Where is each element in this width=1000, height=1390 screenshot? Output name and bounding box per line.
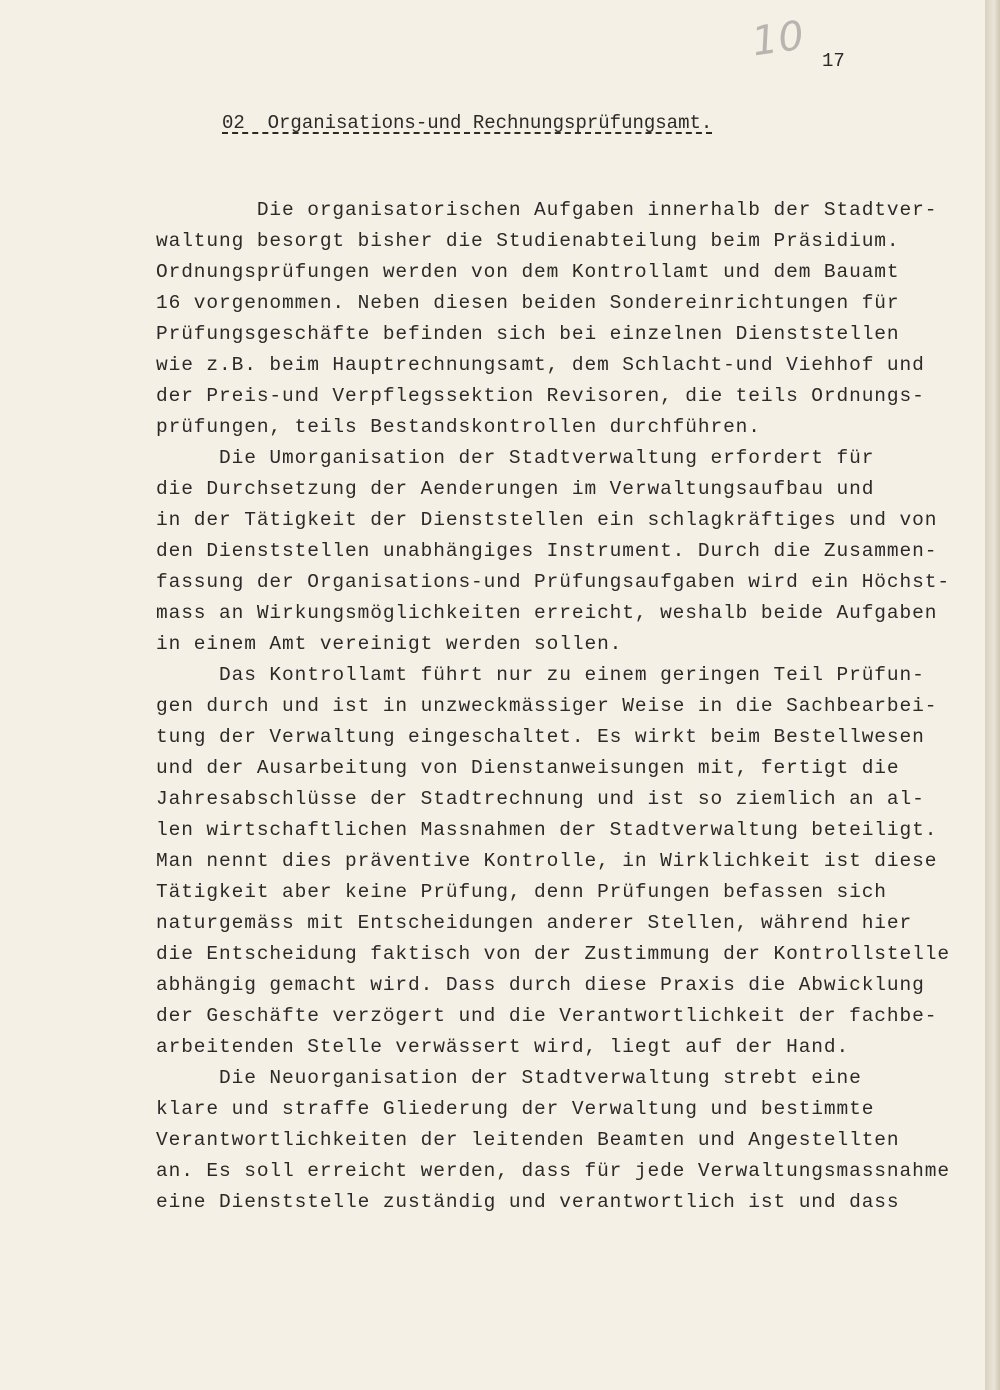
text-line: eine Dienststelle zuständig und verantwortlich ist und dass: [156, 1191, 900, 1213]
text-line: Ordnungsprüfungen werden von dem Kontrollamt und dem Bauamt: [156, 261, 900, 283]
text-line: Die Neuorganisation der Stadtverwaltung strebt eine: [156, 1067, 862, 1089]
text-line: Prüfungsgeschäfte befinden sich bei einzelnen Dienststellen: [156, 323, 900, 345]
text-line: in der Tätigkeit der Dienststellen ein schlagkräftiges und von: [156, 509, 938, 531]
text-line: der Geschäfte verzögert und die Verantwortlichkeit der fachbe-: [156, 1005, 938, 1027]
handwritten-page-number: 10: [749, 12, 808, 66]
text-line: len wirtschaftlichen Massnahmen der Stadtverwaltung beteiligt.: [156, 819, 938, 841]
text-line: klare und straffe Gliederung der Verwaltung und bestimmte: [156, 1098, 875, 1120]
text-line: Tätigkeit aber keine Prüfung, denn Prüfungen befassen sich: [156, 881, 887, 903]
text-line: 16 vorgenommen. Neben diesen beiden Sondereinrichtungen für: [156, 292, 900, 314]
text-line: Verantwortlichkeiten der leitenden Beamten und Angestellten: [156, 1129, 900, 1151]
text-line: Man nennt dies präventive Kontrolle, in Wirklichkeit ist diese: [156, 850, 938, 872]
text-line: den Dienststellen unabhängiges Instrument. Durch die Zusammen-: [156, 540, 938, 562]
text-line: prüfungen, teils Bestandskontrollen durchführen.: [156, 416, 761, 438]
text-line: Jahresabschlüsse der Stadtrechnung und ist so ziemlich an al-: [156, 788, 925, 810]
page-number: 17: [822, 50, 845, 72]
text-line: die Entscheidung faktisch von der Zustimmung der Kontrollstelle: [156, 943, 950, 965]
text-line: fassung der Organisations-und Prüfungsaufgaben wird ein Höchst-: [156, 571, 950, 593]
text-line: Die Umorganisation der Stadtverwaltung erfordert für: [156, 447, 875, 469]
paper-edge: [985, 0, 1000, 1390]
text-line: Die organisatorischen Aufgaben innerhalb der Stadtver-: [156, 199, 938, 221]
text-line: in einem Amt vereinigt werden sollen.: [156, 633, 623, 655]
text-line: abhängig gemacht wird. Dass durch diese Praxis die Abwicklung: [156, 974, 925, 996]
text-line: und der Ausarbeitung von Dienstanweisungen mit, fertigt die: [156, 757, 900, 779]
text-line: mass an Wirkungsmöglichkeiten erreicht, weshalb beide Aufgaben: [156, 602, 938, 624]
text-line: naturgemäss mit Entscheidungen anderer Stellen, während hier: [156, 912, 913, 934]
text-line: an. Es soll erreicht werden, dass für jede Verwaltungsmassnahme: [156, 1160, 950, 1182]
section-heading: 02 Organisations-und Rechnungsprüfungsamt.: [222, 112, 713, 134]
text-line: die Durchsetzung der Aenderungen im Verwaltungsaufbau und: [156, 478, 875, 500]
text-line: der Preis-und Verpflegssektion Revisoren, die teils Ordnungs-: [156, 385, 925, 407]
text-line: gen durch und ist in unzweckmässiger Weise in die Sachbearbei-: [156, 695, 938, 717]
text-line: wie z.B. beim Hauptrechnungsamt, dem Schlacht-und Viehhof und: [156, 354, 925, 376]
text-line: arbeitenden Stelle verwässert wird, liegt auf der Hand.: [156, 1036, 850, 1058]
text-line: tung der Verwaltung eingeschaltet. Es wirkt beim Bestellwesen: [156, 726, 925, 748]
text-line: Das Kontrollamt führt nur zu einem geringen Teil Prüfun-: [156, 664, 925, 686]
body-text: [156, 195, 956, 1218]
text-line: waltung besorgt bisher die Studienabteilung beim Präsidium.: [156, 230, 900, 252]
